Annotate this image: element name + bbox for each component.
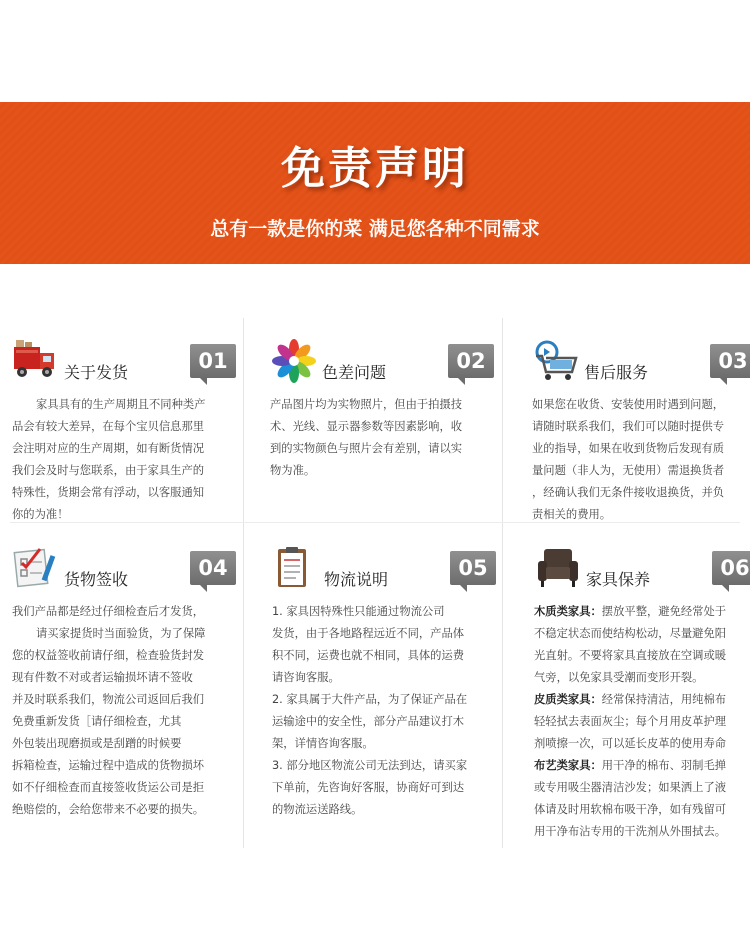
checklist-icon	[12, 545, 60, 591]
text-line: 如不仔细检查而直接签收货运公司是拒	[12, 781, 205, 794]
text-line: 绝赔偿的，会给您带来不必要的损失。	[12, 803, 205, 816]
text-line: 体请及时用软棉布吸干净，如有残留可	[534, 803, 727, 816]
card-number-badge: 02	[448, 344, 494, 378]
card-text	[270, 394, 496, 482]
text-line: 如果您在收货、安装使用时遇到问题，	[532, 398, 725, 411]
text-line: 到的实物颜色与照片会有差别，请以实	[270, 442, 463, 455]
text-line: 物为准。	[270, 464, 316, 477]
divider	[243, 318, 244, 848]
divider	[502, 318, 503, 848]
card-title: 物流说明	[324, 570, 389, 589]
text-line: 皮质类家具：经常保持清洁，用纯棉布	[534, 693, 727, 706]
text-line: 光直射。不要将家具直接放在空调或暖	[534, 649, 727, 662]
text-line: 并及时联系我们，物流公司返回后我们	[12, 693, 205, 706]
disclaimer-grid	[0, 300, 750, 870]
text-line: 发货，由于各地路程远近不同，产品体	[272, 627, 465, 640]
text-line: 或专用吸尘器清洁沙发；如果洒上了液	[534, 781, 727, 794]
card-delivery	[12, 338, 238, 526]
text-line: 会注明对应的生产周期，如有断货情况	[12, 442, 205, 455]
text-line: 产品图片均为实物照片，但由于拍摄技	[270, 398, 463, 411]
card-color-difference	[270, 338, 496, 482]
text-line: 用干净布沾专用的干洗剂从外围拭去。	[534, 825, 727, 838]
text-line: 下单前，先咨询好客服，协商好可到达	[272, 781, 465, 794]
text-line: 量问题（非人为，无使用）需退换货者	[532, 464, 725, 477]
text-line: 业的指导，如果在收到货物后发现有质	[532, 442, 725, 455]
text-line: 请咨询客服。	[272, 671, 340, 684]
text-line: 请随时联系我们，我们可以随时提供专	[532, 420, 725, 433]
card-title: 色差问题	[322, 363, 387, 382]
text-line: 1. 家具因特殊性只能通过物流公司	[272, 605, 445, 618]
text-line: 我们产品都是经过仔细检查后才发货，	[12, 605, 205, 618]
card-number-badge: 01	[190, 344, 236, 378]
card-furniture-care	[534, 545, 750, 843]
text-line: 木质类家具：摆放平整，避免经常处于	[534, 605, 727, 618]
text-line: 外包装出现磨损或是刮蹭的时候要	[12, 737, 182, 750]
card-text	[12, 601, 238, 821]
card-text	[534, 601, 750, 843]
card-number-badge: 05	[450, 551, 496, 585]
delivery-truck-icon	[12, 338, 60, 384]
text-line: 拆箱检查，运输过程中造成的货物损坏	[12, 759, 205, 772]
banner-subtitle: 总有一款是你的菜 满足您各种不同需求	[210, 218, 540, 240]
shopping-cart-icon	[532, 338, 580, 384]
card-text	[12, 394, 238, 526]
text-line: 术、光线、显示器参数等因素影响，收	[270, 420, 463, 433]
card-logistics	[272, 545, 498, 821]
text-line: 气旁，以免家具受潮而变形开裂。	[534, 671, 704, 684]
text-line: 请买家提货时当面验货，为了保障	[36, 627, 206, 640]
card-receipt	[12, 545, 238, 821]
armchair-icon	[534, 545, 582, 591]
text-line: 特殊性，货期会常有浮动，以客服通知	[12, 486, 205, 499]
text-line: 免费重新发货［请仔细检查，尤其	[12, 715, 182, 728]
banner-title: 免责声明	[281, 143, 469, 194]
text-line: 品会有较大差异，在每个宝贝信息那里	[12, 420, 205, 433]
text-line: 我们会及时与您联系，由于家具生产的	[12, 464, 205, 477]
text-line: 家具具有的生产周期且不同种类产	[36, 398, 206, 411]
card-number-badge: 04	[190, 551, 236, 585]
card-title: 家具保养	[586, 570, 651, 589]
text-line: 轻轻拭去表面灰尘；每个月用皮革护理	[534, 715, 727, 728]
text-line: 现有件数不对或者运输损坏请不签收	[12, 671, 193, 684]
card-title: 货物签收	[64, 570, 129, 589]
text-line: 3. 部分地区物流公司无法到达，请买家	[272, 759, 468, 772]
text-line: 运输途中的安全性，部分产品建议打木	[272, 715, 465, 728]
clipboard-icon	[272, 545, 320, 591]
text-line: 布艺类家具：用干净的棉布、羽制毛掸	[534, 759, 727, 772]
text-line: 不稳定状态而使结构松动，尽量避免阳	[534, 627, 727, 640]
text-line: 你的为准！	[12, 508, 69, 521]
card-after-sales	[532, 338, 750, 526]
text-line: 您的权益签收前请仔细，检查验货封发	[12, 649, 205, 662]
text-line: 2. 家具属于大件产品，为了保证产品在	[272, 693, 468, 706]
text-line: 积不同，运费也就不相同，具体的运费	[272, 649, 465, 662]
card-text	[272, 601, 498, 821]
text-line: 架，详情咨询客服。	[272, 737, 374, 750]
card-title: 售后服务	[584, 363, 649, 382]
color-wheel-icon	[270, 338, 318, 384]
card-number-badge: 06	[712, 551, 750, 585]
text-line: ，经确认我们无条件接收退换货，并负	[532, 486, 725, 499]
text-line: 的物流运送路线。	[272, 803, 363, 816]
card-number-badge: 03	[710, 344, 750, 378]
header-banner	[0, 102, 750, 264]
card-title: 关于发货	[64, 363, 129, 382]
text-line: 责相关的费用。	[532, 508, 612, 521]
text-line: 剂喷擦一次，可以延长皮革的使用寿命	[534, 737, 727, 750]
card-text	[532, 394, 750, 526]
